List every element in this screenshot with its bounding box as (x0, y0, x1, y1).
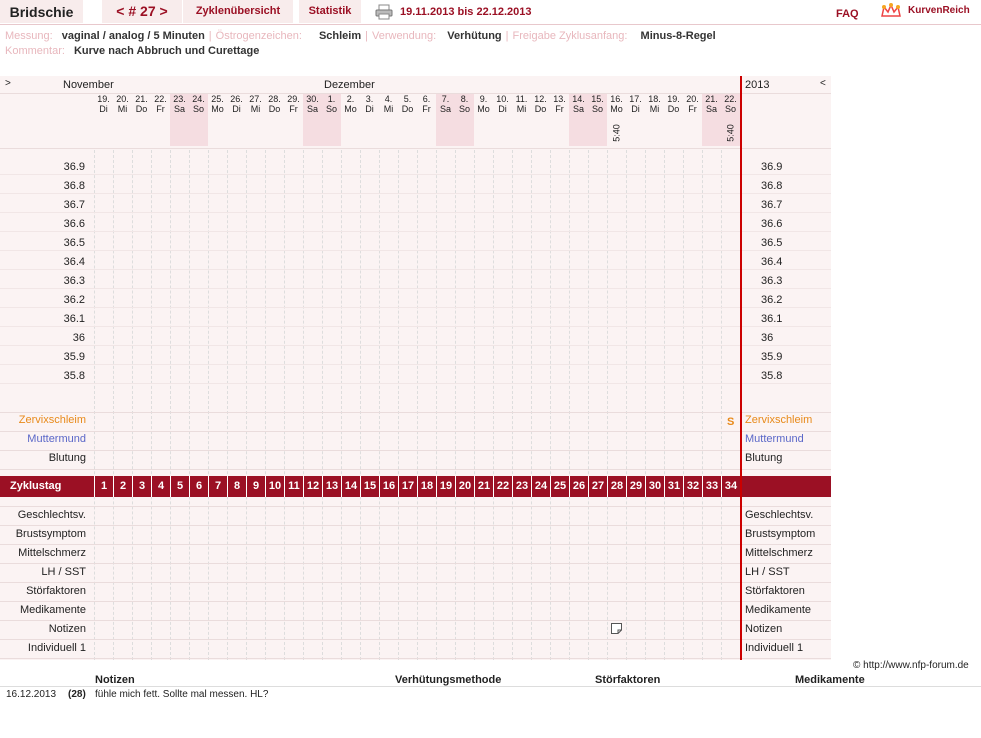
temp-label-right: 36.3 (761, 275, 783, 287)
day-gridline (303, 150, 304, 660)
row-label: Medikamente (19, 604, 86, 616)
day-gridline (455, 150, 456, 660)
col-notizen: Notizen (95, 674, 135, 686)
day-number: 19. (97, 94, 110, 104)
day-number: 26. (230, 94, 243, 104)
day-header[interactable] (398, 94, 417, 146)
zyklustag-cell[interactable]: 8 (227, 476, 246, 497)
row-blutung: Blutung (48, 452, 86, 464)
temp-label: 36.2 (63, 294, 85, 306)
temp-label-right: 35.8 (761, 370, 783, 382)
day-header[interactable] (493, 94, 512, 146)
day-gridline (246, 150, 247, 660)
temp-gridline (0, 231, 831, 232)
note-icon[interactable] (611, 623, 622, 634)
day-header[interactable] (474, 94, 493, 146)
day-number: 23. (173, 94, 186, 104)
zyklustag-cell[interactable]: 18 (417, 476, 436, 497)
day-header[interactable] (455, 94, 474, 146)
day-header[interactable] (417, 94, 436, 146)
weekday: Fr (156, 104, 165, 114)
weekday: Mo (211, 104, 224, 114)
kurvenreich-logo[interactable]: KurvenReich (880, 2, 981, 20)
weekday: Do (667, 104, 680, 114)
row-label: Brustsymptom (15, 528, 86, 540)
temp-label: 35.9 (63, 351, 85, 363)
date-range: 19.11.2013 bis 22.12.2013 (400, 6, 532, 18)
row-gridline (0, 563, 831, 564)
day-gridline (531, 150, 532, 660)
verwendung-label: Verwendung: (371, 30, 437, 42)
weekday: Di (498, 104, 507, 114)
zyklustag-cell[interactable]: 9 (246, 476, 265, 497)
temp-gridline (0, 193, 831, 194)
zyklustag-cell[interactable]: 22 (493, 476, 512, 497)
day-gridline (322, 150, 323, 660)
row-gridline (0, 431, 831, 432)
day-header[interactable] (512, 94, 531, 146)
weekday: Do (401, 104, 414, 114)
day-number: 5. (403, 94, 412, 104)
day-header[interactable] (531, 94, 550, 146)
weekday: Sa (173, 104, 185, 114)
row-gridline (0, 148, 831, 149)
day-number: 29. (287, 94, 300, 104)
day-number: 24. (192, 94, 205, 104)
weekday: Mo (344, 104, 357, 114)
nav-right[interactable]: < (820, 78, 826, 89)
day-header[interactable] (227, 94, 246, 146)
day-header[interactable] (588, 94, 607, 146)
temp-label: 36.8 (63, 180, 85, 192)
zyklustag-cell[interactable]: 19 (436, 476, 455, 497)
row-gridline (0, 525, 831, 526)
year-label: 2013 (745, 79, 770, 91)
day-header[interactable] (132, 94, 151, 146)
weekday: So (325, 104, 337, 114)
zyklustag-cell[interactable]: 16 (379, 476, 398, 497)
zyklustag-cell[interactable]: 23 (512, 476, 531, 497)
day-gridline (398, 150, 399, 660)
temp-label: 36 (72, 332, 85, 344)
row-gridline (0, 506, 831, 507)
weekday: Mi (649, 104, 660, 114)
day-header[interactable] (569, 94, 588, 146)
day-header[interactable] (113, 94, 132, 146)
day-header[interactable] (303, 94, 322, 146)
weekday: Do (534, 104, 547, 114)
temp-label: 36.1 (63, 313, 85, 325)
weekday: Sa (306, 104, 318, 114)
day-gridline (94, 150, 95, 660)
printer-icon[interactable] (375, 4, 393, 20)
day-gridline (550, 150, 551, 660)
zyklustag-cell[interactable]: 2 (113, 476, 132, 497)
row-label: LH / SST (41, 566, 86, 578)
day-number: 27. (249, 94, 262, 104)
day-gridline (113, 150, 114, 660)
day-number: 11. (515, 94, 528, 104)
day-header[interactable] (645, 94, 664, 146)
zyklustag-cell[interactable]: 3 (132, 476, 151, 497)
cycle-nav[interactable]: < # 27 > (102, 0, 182, 23)
temp-label-right: 36.5 (761, 237, 783, 249)
day-number: 6. (422, 94, 431, 104)
temp-label-right: 36.2 (761, 294, 783, 306)
weekday: Di (631, 104, 640, 114)
entry-text: fühle mich fett. Sollte mal messen. HL? (95, 689, 269, 700)
weekday: Mi (117, 104, 128, 114)
day-header[interactable] (246, 94, 265, 146)
messung-label: Messung: (5, 30, 53, 42)
temp-label-right: 36 (761, 332, 774, 344)
day-number: 2. (346, 94, 355, 104)
row-gridline (0, 601, 831, 602)
day-gridline (341, 150, 342, 660)
row-gridline (0, 582, 831, 583)
weekday: Mo (610, 104, 623, 114)
row-gridline (0, 620, 831, 621)
temp-label: 36.4 (63, 256, 85, 268)
temp-gridline (0, 345, 831, 346)
kommentar-label: Kommentar: (5, 45, 65, 57)
weekday: So (591, 104, 603, 114)
day-gridline (607, 150, 608, 660)
day-number: 22. (154, 94, 167, 104)
day-gridline (151, 150, 152, 660)
nav-left[interactable]: > (5, 78, 11, 89)
day-gridline (645, 150, 646, 660)
day-number: 8. (460, 94, 469, 104)
zyklustag-cell[interactable]: 14 (341, 476, 360, 497)
col-stoerfaktoren: Störfaktoren (595, 674, 661, 686)
day-gridline (588, 150, 589, 660)
zyklustag-cell[interactable]: 12 (303, 476, 322, 497)
day-gridline (189, 150, 190, 660)
weekday: Mi (383, 104, 394, 114)
day-header[interactable] (360, 94, 379, 146)
day-gridline (227, 150, 228, 660)
weekday: Do (268, 104, 281, 114)
oestrogen-value: Schleim (318, 30, 362, 42)
day-number: 28. (268, 94, 281, 104)
day-number: 10. (496, 94, 509, 104)
zyklustag-cell[interactable]: 15 (360, 476, 379, 497)
row-label-right: Notizen (745, 623, 783, 635)
row-label-right: Medikamente (745, 604, 812, 616)
crown-icon (880, 2, 902, 20)
weekday: Fr (289, 104, 298, 114)
row-zervixschleim-right: Zervixschleim (745, 414, 813, 426)
temp-label-right: 36.1 (761, 313, 783, 325)
day-number: 15. (591, 94, 604, 104)
day-gridline (569, 150, 570, 660)
today-line (740, 76, 742, 660)
temp-label: 36.6 (63, 218, 85, 230)
zyklustag-cell[interactable]: 32 (683, 476, 702, 497)
zyklustag-cell[interactable]: 27 (588, 476, 607, 497)
temp-gridline (0, 364, 831, 365)
temp-gridline (0, 326, 831, 327)
day-header[interactable] (550, 94, 569, 146)
oestrogen-label: Östrogenzeichen: (215, 30, 302, 42)
messung-value: vaginal / analog / 5 Minuten (61, 30, 205, 42)
temp-label-right: 36.9 (761, 161, 783, 173)
day-gridline (208, 150, 209, 660)
day-header[interactable] (265, 94, 284, 146)
day-number: 17. (629, 94, 642, 104)
day-number: 12. (534, 94, 547, 104)
temp-gridline (0, 250, 831, 251)
day-number: 14. (572, 94, 585, 104)
row-blutung-right: Blutung (745, 452, 783, 464)
zyklustag-cell[interactable]: 20 (455, 476, 474, 497)
day-header[interactable] (322, 94, 341, 146)
zyklustag-cell[interactable]: 33 (702, 476, 721, 497)
weekday: Mi (250, 104, 261, 114)
col-verhuetungsmethode: Verhütungsmethode (395, 674, 502, 686)
weekday: Do (135, 104, 148, 114)
day-header[interactable] (721, 94, 740, 146)
day-header[interactable] (436, 94, 455, 146)
row-label-right: LH / SST (745, 566, 790, 578)
day-gridline (284, 150, 285, 660)
zervix-mark[interactable]: S (727, 416, 735, 428)
row-gridline (0, 544, 831, 545)
row-muttermund: Muttermund (27, 433, 86, 445)
day-gridline (265, 150, 266, 660)
day-gridline (493, 150, 494, 660)
weekday: Di (99, 104, 108, 114)
day-number: 21. (705, 94, 718, 104)
zyklustag-cell[interactable]: 24 (531, 476, 550, 497)
row-label-right: Geschlechtsv. (745, 509, 814, 521)
day-number: 13. (553, 94, 566, 104)
weekday: So (724, 104, 736, 114)
row-label: Störfaktoren (26, 585, 86, 597)
temp-gridline (0, 288, 831, 289)
row-gridline (0, 658, 831, 659)
day-gridline (702, 150, 703, 660)
weekday: So (192, 104, 204, 114)
row-label: Individuell 1 (27, 642, 86, 654)
footer-divider (0, 686, 981, 687)
day-number: 25. (211, 94, 224, 104)
weekday: Sa (705, 104, 717, 114)
row-gridline (0, 639, 831, 640)
day-header[interactable] (664, 94, 683, 146)
day-gridline (683, 150, 684, 660)
tab-zyklenuebersicht[interactable]: Zyklenübersicht (183, 0, 293, 23)
meta-line-1: Messung: vaginal / analog / 5 Minuten | Östrogenzeichen: Schleim | Verwendung: Verhütung | Freigabe Zyklusanfang: Minus-8-Regel (5, 30, 716, 42)
temp-label-right: 36.4 (761, 256, 783, 268)
temp-label: 36.5 (63, 237, 85, 249)
zyklustag-cell[interactable]: 30 (645, 476, 664, 497)
row-label-right: Individuell 1 (745, 642, 804, 654)
day-gridline (664, 150, 665, 660)
day-header[interactable] (94, 94, 113, 146)
day-gridline (512, 150, 513, 660)
verwendung-value: Verhütung (447, 30, 502, 42)
day-header[interactable] (702, 94, 721, 146)
kommentar-value: Kurve nach Abbruch und Curettage (73, 45, 260, 57)
month-dezember: Dezember (324, 79, 375, 91)
row-gridline (0, 450, 831, 451)
weekday: Fr (688, 104, 697, 114)
zyklustag-cell[interactable]: 13 (322, 476, 341, 497)
row-label: Geschlechtsv. (17, 509, 86, 521)
zyklustag-cell[interactable]: 11 (284, 476, 303, 497)
day-gridline (417, 150, 418, 660)
day-header[interactable] (170, 94, 189, 146)
row-muttermund-right: Muttermund (745, 433, 804, 445)
weekday: Sa (572, 104, 584, 114)
entry-day: (28) (68, 689, 86, 700)
row-gridline (0, 412, 831, 413)
day-number: 18. (648, 94, 661, 104)
row-label-right: Brustsymptom (745, 528, 816, 540)
meta-line-2 (5, 45, 259, 57)
user-name: Bridschie (0, 0, 83, 23)
day-number: 4. (384, 94, 393, 104)
weekday: Sa (439, 104, 451, 114)
header-divider (0, 24, 981, 25)
day-number: 1. (327, 94, 336, 104)
day-number: 21. (135, 94, 148, 104)
day-number: 19. (667, 94, 680, 104)
day-number: 22. (724, 94, 737, 104)
temp-gridline (0, 307, 831, 308)
zyklustag-cell[interactable]: 34 (721, 476, 740, 497)
temp-label: 36.7 (63, 199, 85, 211)
day-header[interactable] (607, 94, 626, 146)
temp-gridline (0, 383, 831, 384)
temp-label-right: 35.9 (761, 351, 783, 363)
temp-label-right: 36.6 (761, 218, 783, 230)
temp-label: 36.3 (63, 275, 85, 287)
copyright: © http://www.nfp-forum.de (853, 660, 969, 671)
col-medikamente: Medikamente (795, 674, 865, 686)
row-gridline (0, 93, 831, 94)
row-gridline (0, 469, 831, 470)
day-header[interactable] (341, 94, 360, 146)
freigabe-label: Freigabe Zyklusanfang: (512, 30, 628, 42)
day-number: 3. (365, 94, 374, 104)
weekday: So (458, 104, 470, 114)
zyklustag-cell[interactable]: 26 (569, 476, 588, 497)
weekday: Mo (477, 104, 490, 114)
tab-statistik[interactable]: Statistik (299, 0, 361, 23)
zyklustag-cell[interactable]: 5 (170, 476, 189, 497)
day-header[interactable] (151, 94, 170, 146)
weekday: Mi (516, 104, 527, 114)
row-label-right: Störfaktoren (745, 585, 805, 597)
day-number: 20. (686, 94, 699, 104)
day-number: 9. (479, 94, 488, 104)
measure-time: 5:40 (611, 124, 622, 142)
month-november: November (63, 79, 114, 91)
zyklustag-cell[interactable]: 17 (398, 476, 417, 497)
temp-gridline (0, 174, 831, 175)
day-gridline (379, 150, 380, 660)
temp-label-right: 36.7 (761, 199, 783, 211)
day-number: 20. (116, 94, 129, 104)
day-gridline (132, 150, 133, 660)
weekday: Fr (422, 104, 431, 114)
row-label: Notizen (48, 623, 86, 635)
day-header[interactable] (208, 94, 227, 146)
zyklustag-cell[interactable]: 10 (265, 476, 284, 497)
day-header[interactable] (683, 94, 702, 146)
zyklustag-cell[interactable]: 28 (607, 476, 626, 497)
zyklustag-cell[interactable]: 6 (189, 476, 208, 497)
cycle-chart (0, 76, 831, 660)
weekday: Di (232, 104, 241, 114)
temp-label: 35.8 (63, 370, 85, 382)
zyklustag-cell[interactable]: 7 (208, 476, 227, 497)
measure-time: 5:40 (725, 124, 736, 142)
zyklustag-label: Zyklustag (10, 480, 62, 492)
day-gridline (721, 150, 722, 660)
day-gridline (170, 150, 171, 660)
temp-label: 36.9 (63, 161, 85, 173)
day-gridline (474, 150, 475, 660)
weekday: Di (365, 104, 374, 114)
zyklustag-cell[interactable]: 25 (550, 476, 569, 497)
day-gridline (626, 150, 627, 660)
zyklustag-cell[interactable]: 1 (94, 476, 113, 497)
row-label: Mittelschmerz (18, 547, 86, 559)
day-header[interactable] (189, 94, 208, 146)
entry-date: 16.12.2013 (6, 689, 57, 700)
zyklustag-cell[interactable]: 31 (664, 476, 683, 497)
day-header[interactable] (626, 94, 645, 146)
row-zervixschleim: Zervixschleim (18, 414, 86, 426)
day-header[interactable] (284, 94, 303, 146)
day-number: 30. (306, 94, 319, 104)
temp-gridline (0, 212, 831, 213)
zyklustag-cell[interactable]: 4 (151, 476, 170, 497)
freigabe-value: Minus-8-Regel (640, 30, 716, 42)
day-gridline (360, 150, 361, 660)
temp-label-right: 36.8 (761, 180, 783, 192)
faq-link[interactable]: FAQ (836, 8, 859, 20)
zyklustag-cell[interactable]: 21 (474, 476, 493, 497)
row-label-right: Mittelschmerz (745, 547, 813, 559)
weekday: Fr (555, 104, 564, 114)
day-number: 16. (610, 94, 623, 104)
day-header[interactable] (379, 94, 398, 146)
zyklustag-bar (0, 476, 831, 497)
temp-gridline (0, 269, 831, 270)
zyklustag-cell[interactable]: 29 (626, 476, 645, 497)
day-number: 7. (441, 94, 450, 104)
day-gridline (436, 150, 437, 660)
